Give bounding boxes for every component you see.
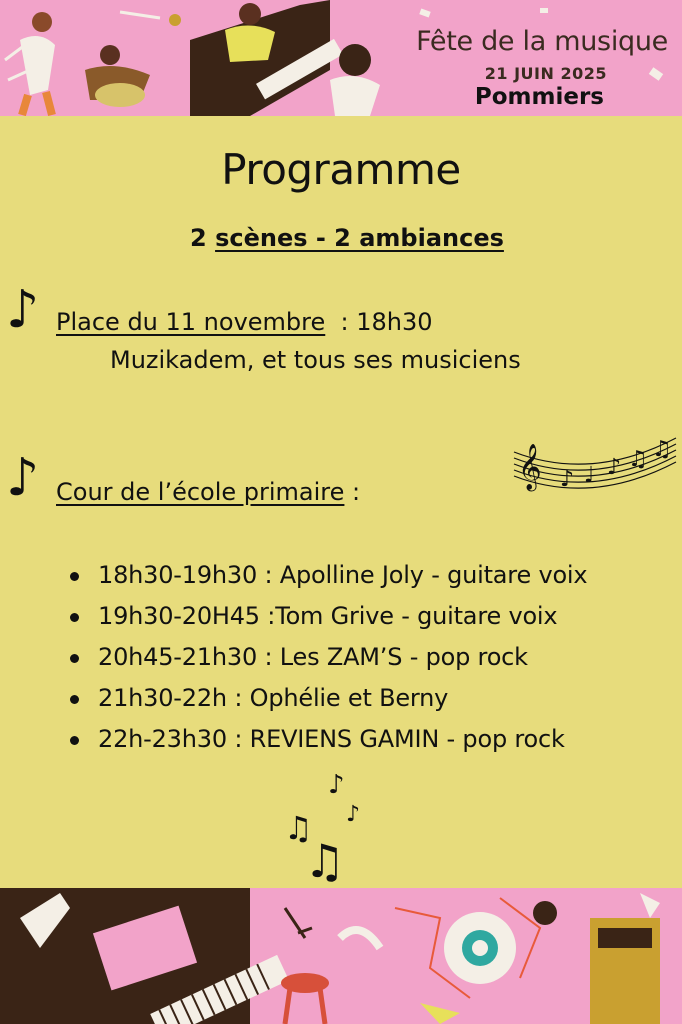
top-banner	[0, 0, 682, 116]
stage-1-time: : 18h30	[325, 308, 433, 336]
subtitle-prefix: 2	[190, 224, 216, 252]
event-name: Fête de la musique	[416, 26, 668, 57]
stage-2-suffix: :	[344, 478, 361, 506]
stage-1-venue	[56, 308, 433, 336]
svg-text:♫: ♫	[628, 447, 648, 472]
lineup-item: 18h30-19h30 : Apolline Joly - guitare voix	[98, 555, 587, 596]
music-note-icon: ♪	[6, 280, 40, 340]
lineup-item: 22h-23h30 : REVIENS GAMIN - pop rock	[98, 719, 587, 760]
stage-2-venue	[56, 478, 360, 506]
music-note-icon: ♪	[6, 448, 40, 508]
subtitle-rest: scènes - 2 ambiances	[215, 224, 504, 252]
double-note-icon: ♫	[284, 809, 313, 847]
bottom-banner	[0, 888, 682, 1024]
lineup-item: 19h30-20H45 :Tom Grive - guitare voix	[98, 596, 587, 637]
instruments-illustration	[0, 888, 682, 1024]
stage-1-venue-name: Place du 11 novembre	[56, 308, 326, 336]
stage-2-venue-name: Cour de l’école primaire	[56, 478, 345, 506]
svg-text:♪: ♪	[560, 467, 575, 492]
lineup-item: 21h30-22h : Ophélie et Berny	[98, 678, 587, 719]
svg-text:♪: ♪	[607, 455, 622, 480]
stage-1-description: Muzikadem, et tous ses musiciens	[110, 346, 521, 374]
svg-text:♩: ♩	[584, 463, 595, 488]
double-note-icon: ♫	[304, 834, 346, 888]
svg-text:𝄞: 𝄞	[518, 444, 542, 490]
music-note-icon: ♪	[346, 802, 361, 827]
event-date: 21 JUIN 2025	[484, 64, 607, 83]
page-title: Programme	[221, 145, 461, 194]
music-note-icon: ♪	[328, 770, 345, 800]
svg-text:♫: ♫	[652, 437, 672, 462]
lineup-list	[64, 555, 587, 760]
lineup-item: 20h45-21h30 : Les ZAM’S - pop rock	[98, 637, 587, 678]
music-staff-icon	[512, 430, 678, 496]
event-town: Pommiers	[474, 84, 604, 110]
subtitle	[190, 224, 504, 252]
